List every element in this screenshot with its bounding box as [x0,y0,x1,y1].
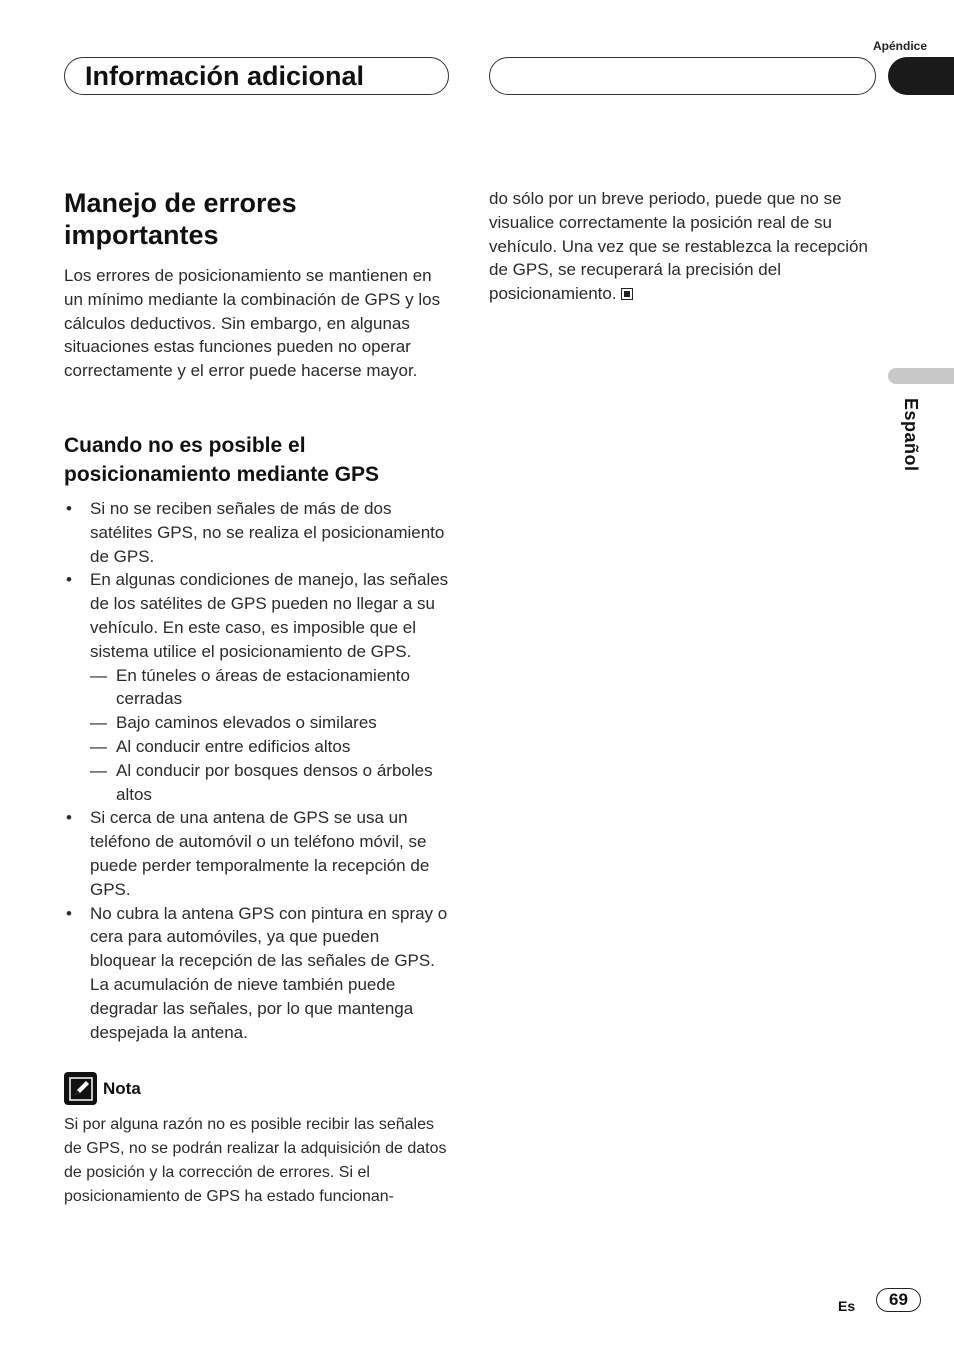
end-mark-icon [621,288,633,300]
continuation-paragraph [489,187,875,306]
dash-item-text: Bajo caminos elevados o similares [116,713,377,733]
list-item-text: En algunas condiciones de manejo, las señales de los satélites de GPS pueden no llegar a su vehículo. En este caso, es imposible que el sistema utilice el posicionamiento de GPS. [90,570,449,661]
dash-item-text: En túneles o áreas de estacionamiento cerradas [116,665,410,709]
language-tab [888,368,954,384]
chapter-tab [888,57,954,95]
bullet-icon: • [66,903,72,923]
note-header [64,1072,450,1105]
section-subtitle: Cuando no es posible el posicionamiento mediante GPS [64,433,380,486]
bullet-icon: • [66,570,72,590]
dash-icon: — [90,713,107,733]
language-code: Es [838,1298,856,1314]
intro-paragraph: Los errores de posicionamiento se mantienen en un mínimo mediante la combinación de GPS y los cálculos deductivos. Sin embargo, en algunas situaciones estas funciones pueden no operar correctamente y el error puede hacerse mayor. [64,266,441,381]
bullet-icon: • [66,808,72,828]
page-number: 69 [876,1288,921,1312]
section-title: Información adicional [64,57,449,95]
appendix-label: Apéndice [872,39,927,53]
dash-icon: — [90,665,107,685]
left-column [64,187,450,1209]
list-item [64,902,450,1045]
note-text: Si por alguna razón no es posible recibir las señales de GPS, no se podrán realizar la adquisición de datos de posición y la corrección de errores. Si el posicionamiento de GPS ha estado funcionan- [64,1116,447,1205]
dash-item [90,711,450,735]
dash-list [90,664,450,807]
dash-item [90,759,450,807]
dash-item [90,664,450,712]
list-item-text: Si no se reciben señales de más de dos satélites GPS, no se realiza el posicionamiento de GPS. [90,498,445,566]
list-item [64,806,450,901]
pencil-note-icon [64,1072,97,1105]
bullet-icon: • [66,498,72,518]
header-empty-box [489,57,876,95]
list-item-text: Si cerca de una antena de GPS se usa un teléfono de automóvil o un teléfono móvil, se puede perder temporalmente la recepción de GPS. [90,808,430,899]
dash-item-text: Al conducir por bosques densos o árboles altos [116,760,433,804]
continuation-text: do sólo por un breve periodo, puede que no se visualice correctamente la posición real de su vehículo. Una vez que se restablezca la recepción de GPS, se recuperará la precisión del posicionamiento. [489,189,868,304]
dash-icon: — [90,760,107,780]
page-title: Manejo de errores importantes [64,188,297,250]
note-title: Nota [103,1078,141,1098]
right-column [489,187,875,306]
list-item [64,497,450,568]
list-item [64,568,450,806]
dash-item-text: Al conducir entre edificios altos [116,736,351,756]
dash-item [90,735,450,759]
bullet-list [64,497,450,1044]
language-label: Español [901,398,921,472]
list-item-text: No cubra la antena GPS con pintura en spray o cera para automóviles, ya que pueden bloquear la recepción de las señales de GPS. La acumulación de nieve también puede degradar las señales, por lo que mantenga despejada la antena. [90,903,448,1042]
dash-icon: — [90,736,107,756]
